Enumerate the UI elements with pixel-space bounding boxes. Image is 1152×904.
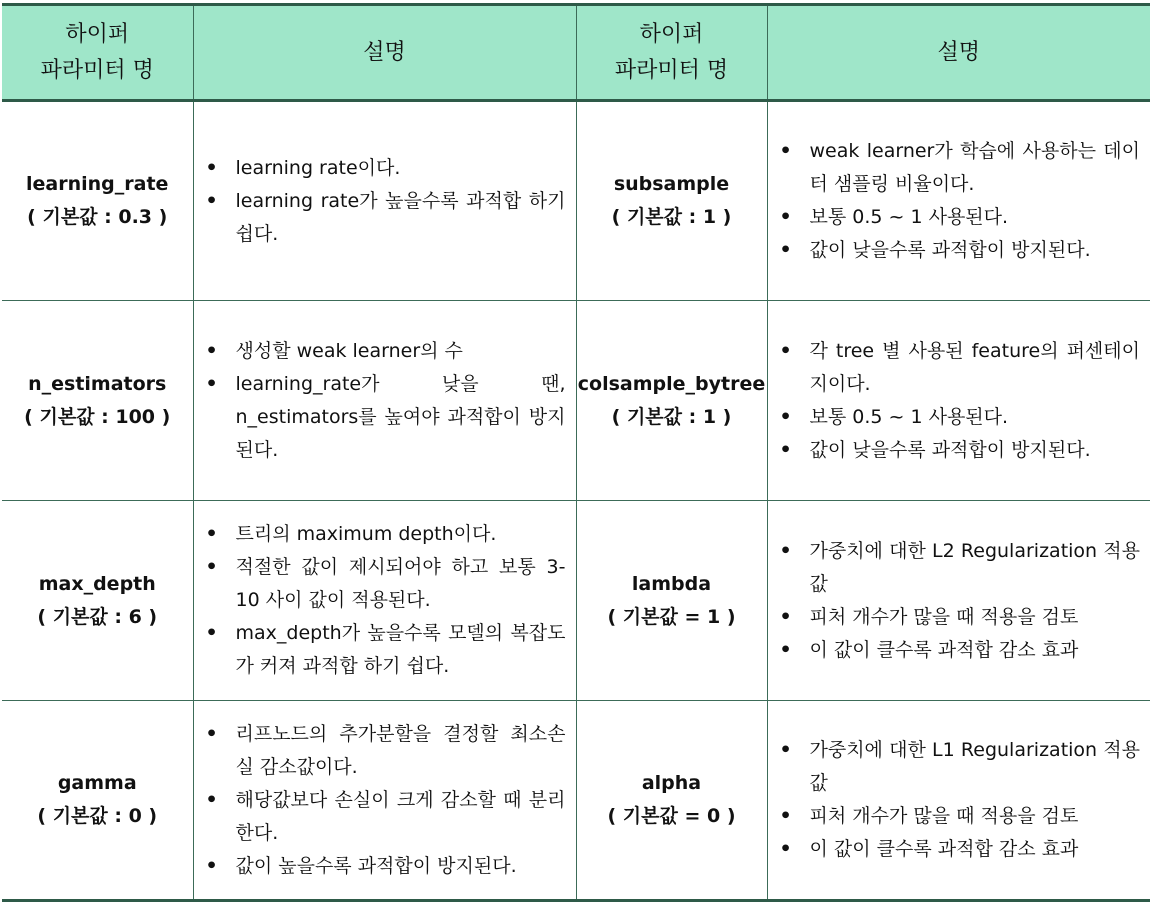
description-item: • max_depth가 높을수록 모델의 복잡도가 커져 과적합 하기 쉽다. bbox=[236, 617, 566, 683]
param-default: ( 기본값 : 6 ) bbox=[37, 605, 158, 628]
description-list bbox=[768, 135, 1151, 267]
param-name-cell bbox=[2, 501, 193, 701]
description-item: • 트리의 maximum depth이다. bbox=[236, 518, 566, 551]
header-text-line: 파라미터 명 bbox=[40, 57, 154, 83]
description-list bbox=[194, 518, 576, 683]
param-name: lambda bbox=[631, 572, 712, 595]
description-item: • 해당값보다 손실이 크게 감소할 때 분리한다. bbox=[236, 784, 566, 850]
param-name-cell bbox=[576, 501, 767, 701]
param-description-cell bbox=[767, 301, 1150, 501]
description-list bbox=[194, 718, 576, 883]
description-list bbox=[194, 335, 576, 467]
param-name-cell bbox=[576, 701, 767, 901]
header-param-name-left bbox=[2, 5, 193, 101]
description-item: • 보통 0.5 ~ 1 사용된다. bbox=[810, 401, 1141, 434]
header-description-right bbox=[767, 5, 1150, 101]
description-item: • 값이 높을수록 과적합이 방지된다. bbox=[236, 850, 566, 883]
description-item: • learning rate이다. bbox=[236, 152, 566, 185]
description-item: • 생성할 weak learner의 수 bbox=[236, 335, 566, 368]
param-default: ( 기본값 : 1 ) bbox=[611, 405, 732, 428]
param-default: ( 기본값 : 100 ) bbox=[24, 405, 171, 428]
header-text-line: 파라미터 명 bbox=[614, 57, 729, 83]
description-item: • 가중치에 대한 L1 Regularization 적용 값 bbox=[810, 734, 1141, 800]
description-item: • learning rate가 높을수록 과적합 하기 쉽다. bbox=[236, 185, 566, 251]
param-default: ( 기본값 : 0.3 ) bbox=[27, 206, 168, 228]
param-description-cell bbox=[193, 301, 576, 501]
description-item: • 각 tree 별 사용된 feature의 퍼센테이지이다. bbox=[810, 335, 1141, 401]
description-item: • 리프노드의 추가분할을 결정할 최소손실 감소값이다. bbox=[236, 718, 566, 784]
description-item: • 가중치에 대한 L2 Regularization 적용 값 bbox=[810, 535, 1141, 601]
description-item: • 이 값이 클수록 과적합 감소 효과 bbox=[810, 634, 1141, 667]
param-description-cell bbox=[193, 701, 576, 901]
description-item: • 보통 0.5 ~ 1 사용된다. bbox=[810, 201, 1141, 234]
param-name: alpha bbox=[641, 772, 702, 794]
header-text-line: 하이퍼 bbox=[65, 21, 130, 47]
description-list bbox=[768, 734, 1151, 866]
param-description-cell bbox=[767, 701, 1150, 901]
param-name: gamma bbox=[57, 772, 137, 794]
param-default: ( 기본값 = 0 ) bbox=[607, 805, 736, 827]
table-row bbox=[2, 501, 1150, 701]
param-name: n_estimators bbox=[28, 372, 167, 395]
description-item: • 이 값이 클수록 과적합 감소 효과 bbox=[810, 833, 1141, 866]
description-list bbox=[194, 152, 576, 251]
description-item: • 피처 개수가 많을 때 적용을 검토 bbox=[810, 601, 1141, 634]
param-name-cell bbox=[2, 701, 193, 901]
param-description-cell bbox=[193, 501, 576, 701]
param-name-cell bbox=[576, 101, 767, 301]
param-name: learning_rate bbox=[26, 173, 169, 195]
param-name-cell bbox=[2, 101, 193, 301]
header-text-line: 하이퍼 bbox=[639, 21, 704, 47]
param-description-cell bbox=[767, 101, 1150, 301]
table-row bbox=[2, 101, 1150, 301]
hyperparameter-table bbox=[2, 3, 1150, 902]
description-item: • 피처 개수가 많을 때 적용을 검토 bbox=[810, 800, 1141, 833]
param-description-cell bbox=[193, 101, 576, 301]
param-name: max_depth bbox=[38, 572, 156, 595]
param-name: colsample_bytree bbox=[577, 372, 766, 395]
header-text-line: 설명 bbox=[937, 39, 980, 65]
header-text-line: 설명 bbox=[363, 39, 406, 65]
table-row bbox=[2, 701, 1150, 901]
description-item: • weak learner가 학습에 사용하는 데이터 샘플링 비율이다. bbox=[810, 135, 1141, 201]
description-item: • 값이 낮을수록 과적합이 방지된다. bbox=[810, 234, 1141, 267]
description-list bbox=[768, 335, 1151, 467]
param-name-cell bbox=[2, 301, 193, 501]
header-row bbox=[2, 5, 1150, 101]
description-item: • learning_rate가 낮을 땐, n_estimators를 높여야 과적합이 방지된다. bbox=[236, 368, 566, 467]
description-list bbox=[768, 535, 1151, 667]
table-row bbox=[2, 301, 1150, 501]
param-default: ( 기본값 = 1 ) bbox=[607, 605, 736, 628]
param-default: ( 기본값 : 1 ) bbox=[611, 206, 732, 228]
header-param-name-right bbox=[576, 5, 767, 101]
param-name: subsample bbox=[613, 173, 730, 195]
param-name-cell bbox=[576, 301, 767, 501]
description-item: • 적절한 값이 제시되어야 하고 보통 3-10 사이 값이 적용된다. bbox=[236, 551, 566, 617]
param-description-cell bbox=[767, 501, 1150, 701]
header-description-left bbox=[193, 5, 576, 101]
description-item: • 값이 낮을수록 과적합이 방지된다. bbox=[810, 434, 1141, 467]
param-default: ( 기본값 : 0 ) bbox=[37, 805, 158, 827]
